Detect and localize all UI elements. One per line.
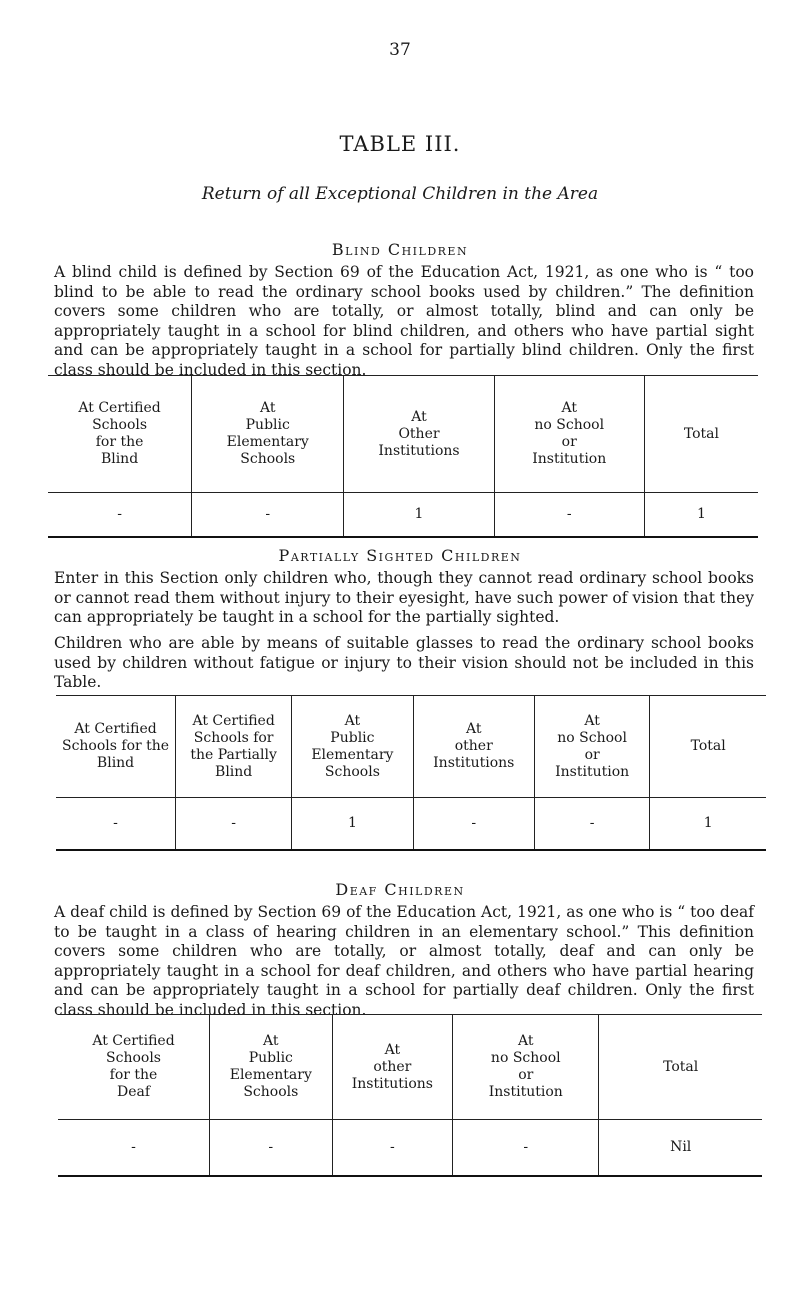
deaf-value-cell: -	[58, 1120, 210, 1176]
partial-paragraph-1: Enter in this Section only children who, though they cannot read ordinary school books or cannot read them without injury to their eyesight, have such power of vision that they can appropriately be taught in a school for the partially sighted.	[54, 569, 754, 626]
blind-value-cell: 1	[344, 493, 494, 537]
partial-value-cell: -	[413, 798, 534, 850]
partial-header-cell: Total	[650, 696, 766, 798]
deaf-paragraph: A deaf child is defined by Section 69 of the Education Act, 1921, as one who is “ too deaf to be taught in a class of hearing children in an elementary school.” This definition covers some children who are totally, or almost totally, deaf and can only be appropriately taught in a school for deaf children, and others who have partial hearing and can be appropriately taught in a school for partially deaf children. Only the first class should be included in this section.	[54, 903, 754, 1019]
partial-table	[56, 695, 766, 851]
blind-header-cell: At no School or Institution	[494, 376, 644, 493]
blind-paragraph: A blind child is defined by Section 69 of the Education Act, 1921, as one who is “ too blind to be able to read the ordinary school books used by children.” The definition covers some children who are totally, or almost totally, blind and can only be appropriately taught in a school for blind children, and others who have partial sight and can be appropriately taught in a school for partially blind children. Only the first class should be included in this section.	[54, 263, 754, 379]
blind-heading: Blind Children	[331, 240, 469, 259]
deaf-value-cell: -	[453, 1120, 599, 1176]
blind-header-cell: At Other Institutions	[344, 376, 494, 493]
partial-paragraph-2: Children who are able by means of suitable glasses to read the ordinary school books used by children without fatigue or injury to their vision should not be included in this Table.	[54, 634, 754, 691]
blind-header-cell: Total	[644, 376, 758, 493]
deaf-table	[58, 1014, 762, 1177]
blind-value-cell: -	[48, 493, 192, 537]
table-title: TABLE III.	[339, 132, 461, 156]
partial-value-cell: 1	[292, 798, 413, 850]
partial-value-cell: 1	[650, 798, 766, 850]
partial-value-cell: -	[176, 798, 292, 850]
blind-value-cell: -	[192, 493, 344, 537]
deaf-header-cell: At no School or Institution	[453, 1015, 599, 1120]
partial-table-header-row	[56, 696, 766, 798]
deaf-value-cell: Nil	[599, 1120, 762, 1176]
deaf-header-cell: At Public Elementary Schools	[210, 1015, 333, 1120]
blind-table-row	[48, 493, 758, 537]
page-number: 37	[389, 40, 411, 60]
partial-value-cell: -	[534, 798, 649, 850]
partial-table-row	[56, 798, 766, 850]
deaf-heading: Deaf Children	[335, 880, 465, 899]
deaf-table-header-row	[58, 1015, 762, 1120]
page-subtitle: Return of all Exceptional Children in the Area	[201, 184, 599, 204]
deaf-header-cell: At other Institutions	[332, 1015, 453, 1120]
partial-header-cell: At Certified Schools for the Blind	[56, 696, 176, 798]
partial-heading: Partially Sighted Children	[278, 546, 522, 565]
partial-header-cell: At other Institutions	[413, 696, 534, 798]
deaf-value-cell: -	[332, 1120, 453, 1176]
deaf-table-row	[58, 1120, 762, 1176]
partial-header-cell: At Certified Schools for the Partially Blind	[176, 696, 292, 798]
blind-value-cell: 1	[644, 493, 758, 537]
partial-value-cell: -	[56, 798, 176, 850]
blind-header-cell: At Public Elementary Schools	[192, 376, 344, 493]
deaf-header-cell: At Certified Schools for the Deaf	[58, 1015, 210, 1120]
partial-header-cell: At no School or Institution	[534, 696, 649, 798]
blind-table	[48, 375, 758, 538]
partial-header-cell: At Public Elementary Schools	[292, 696, 413, 798]
blind-value-cell: -	[494, 493, 644, 537]
blind-header-cell: At Certified Schools for the Blind	[48, 376, 192, 493]
blind-table-header-row	[48, 376, 758, 493]
deaf-value-cell: -	[210, 1120, 333, 1176]
deaf-header-cell: Total	[599, 1015, 762, 1120]
